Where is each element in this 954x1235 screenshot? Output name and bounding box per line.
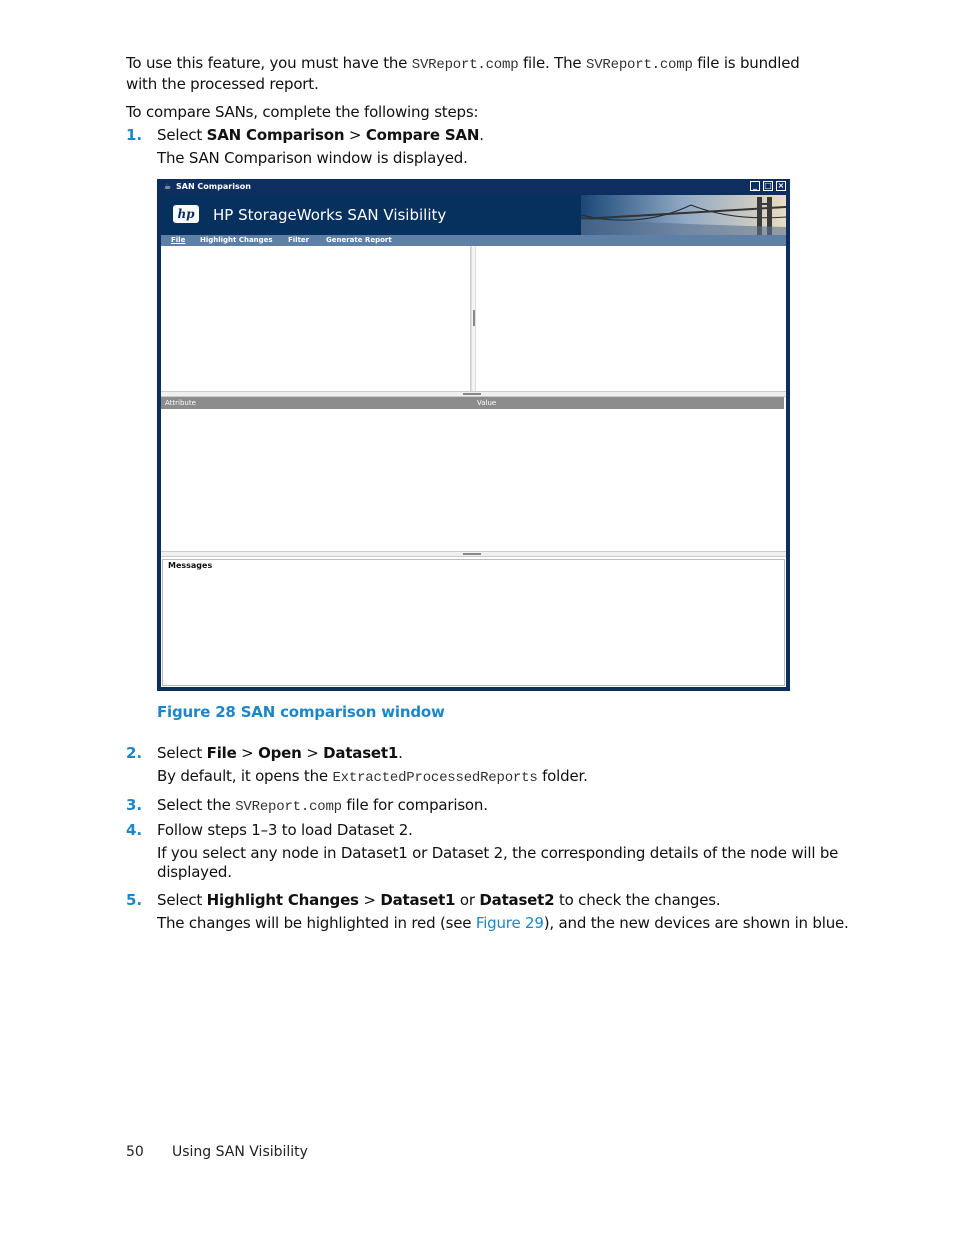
step-number: 2.: [126, 744, 143, 762]
dataset2-tree-pane[interactable]: [477, 246, 786, 391]
banner-title: HP StorageWorks SAN Visibility: [213, 206, 447, 224]
menu-path-item: Compare SAN: [365, 126, 480, 144]
step-number: 3.: [126, 796, 143, 814]
splitter-grip: [473, 310, 475, 326]
java-cup-icon: ☕: [164, 182, 172, 191]
step-1-text: [157, 125, 484, 145]
step-text: The changes will be highlighted in red (see: [157, 914, 476, 932]
step-5-text: [157, 890, 720, 910]
step-text: .: [479, 126, 484, 144]
step-text: .: [398, 744, 403, 762]
window-titlebar: [159, 180, 788, 194]
code-filename: SVReport.comp: [411, 57, 519, 73]
step-number: 4.: [126, 821, 143, 839]
step-4-text: Follow steps 1–3 to load Dataset 2.: [157, 821, 413, 839]
step-number: 1.: [126, 126, 143, 144]
window-title: SAN Comparison: [176, 182, 251, 191]
separator: >: [344, 126, 366, 144]
app-menubar: [161, 235, 786, 246]
attribute-table-header: [161, 397, 784, 409]
menu-highlight-changes[interactable]: Highlight Changes: [200, 236, 273, 244]
figure-29-link[interactable]: Figure 29: [475, 914, 544, 932]
step-text: Select the: [157, 796, 236, 814]
step-text: Select: [157, 891, 207, 909]
column-attribute[interactable]: Attribute: [165, 399, 196, 407]
splitter-grip: [463, 553, 481, 555]
san-comparison-window: [157, 179, 790, 691]
intro-text: To use this feature, you must have the: [126, 54, 412, 72]
dataset1-tree-pane[interactable]: [161, 246, 471, 391]
menu-path-item: SAN Comparison: [206, 126, 345, 144]
column-value[interactable]: Value: [477, 399, 497, 407]
app-banner: [161, 195, 786, 235]
step-text: folder.: [537, 767, 588, 785]
messages-label: Messages: [168, 561, 213, 570]
bridge-image: [581, 195, 786, 235]
figure-caption: Figure 28 SAN comparison window: [157, 703, 445, 721]
horizontal-splitter[interactable]: [161, 551, 786, 557]
menu-path-item: Dataset1: [380, 891, 456, 909]
menu-path-item: Dataset2: [479, 891, 555, 909]
step-text: to check the changes.: [554, 891, 721, 909]
separator: >: [358, 891, 381, 909]
messages-panel[interactable]: [162, 559, 785, 686]
step-text: or: [455, 891, 480, 909]
step-4-note-line-1: If you select any node in Dataset1 or Dataset 2, the corresponding details of the node will be: [157, 844, 839, 862]
menu-file[interactable]: File: [171, 236, 186, 244]
step-3-text: [157, 795, 488, 817]
intro-text: file is bundled: [692, 54, 800, 72]
code-filename: SVReport.comp: [586, 57, 693, 73]
step-text: ), and the new devices are shown in blue.: [543, 914, 849, 932]
menu-path-item: Highlight Changes: [206, 891, 359, 909]
step-text: Select: [157, 744, 207, 762]
menu-path-item: Dataset1: [323, 744, 399, 762]
step-text: By default, it opens the: [157, 767, 333, 785]
step-4-note-line-2: displayed.: [157, 863, 232, 881]
step-2-note: [157, 766, 588, 788]
intro-line-2: with the processed report.: [126, 75, 319, 93]
step-text: Select: [157, 126, 207, 144]
maximize-icon[interactable]: □: [764, 181, 772, 190]
step-1-note: The SAN Comparison window is displayed.: [157, 149, 468, 167]
menu-generate-report[interactable]: Generate Report: [326, 236, 392, 244]
separator: >: [236, 744, 259, 762]
close-icon[interactable]: ×: [777, 181, 785, 190]
intro-steps-lead: To compare SANs, complete the following steps:: [126, 103, 479, 121]
separator: >: [301, 744, 324, 762]
code-filename: SVReport.comp: [235, 799, 342, 815]
menu-filter[interactable]: Filter: [288, 236, 310, 244]
step-text: file for comparison.: [341, 796, 488, 814]
code-foldername: ExtractedProcessedReports: [332, 770, 538, 786]
intro-text: file. The: [518, 54, 587, 72]
intro-line-1: [126, 53, 800, 75]
footer-section-title: Using SAN Visibility: [172, 1144, 308, 1160]
vertical-splitter[interactable]: [471, 246, 476, 391]
page-number: 50: [126, 1144, 144, 1160]
step-number: 5.: [126, 891, 143, 909]
menu-path-item: File: [206, 744, 237, 762]
splitter-grip: [463, 393, 481, 395]
step-5-note: [157, 913, 849, 933]
step-2-text: [157, 743, 403, 763]
hp-logo: hp: [173, 205, 199, 223]
window-content: [161, 246, 786, 687]
minimize-icon[interactable]: _: [750, 181, 760, 191]
menu-path-item: Open: [258, 744, 302, 762]
attribute-table-body[interactable]: [161, 409, 786, 549]
